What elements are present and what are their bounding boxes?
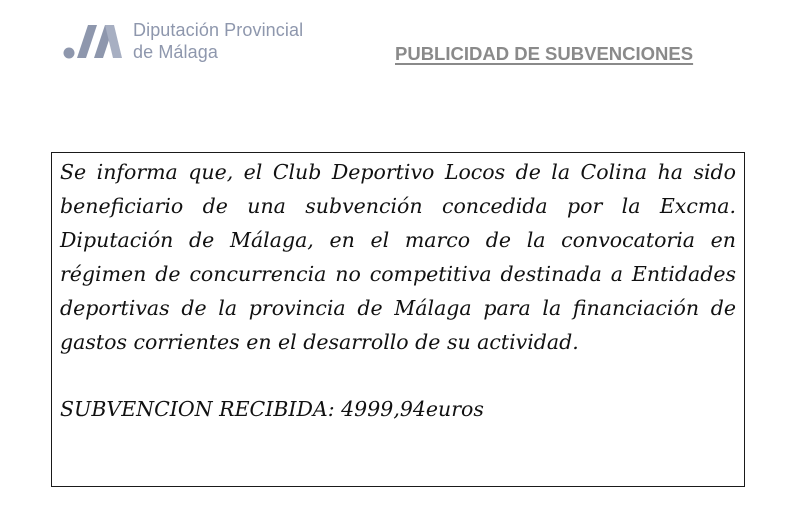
- organization-name-line-2: de Málaga: [133, 42, 218, 62]
- subsidy-amount-line: SUBVENCION RECIBIDA: 4999,94euros: [60, 397, 484, 421]
- page-header: [0, 0, 800, 80]
- organization-name: [133, 19, 303, 63]
- document-heading: PUBLICIDAD DE SUBVENCIONES: [395, 43, 694, 64]
- diputacion-malaga-logo-icon: [62, 22, 124, 60]
- notice-body-text: Se informa que, el Club Deportivo Locos de la Colina ha sido beneficiario de una subvención concedida por la Excma. Diputación de Málaga, en el marco de la convocatoria en régimen de concurrencia no competitiva destinada a Entidades deportivas de la provincia de Málaga para la financiación de gastos corrientes en el desarrollo de su actividad.: [60, 160, 736, 354]
- subsidy-notice-box: [51, 152, 745, 487]
- organization-name-line-1: Diputación Provincial: [133, 20, 304, 40]
